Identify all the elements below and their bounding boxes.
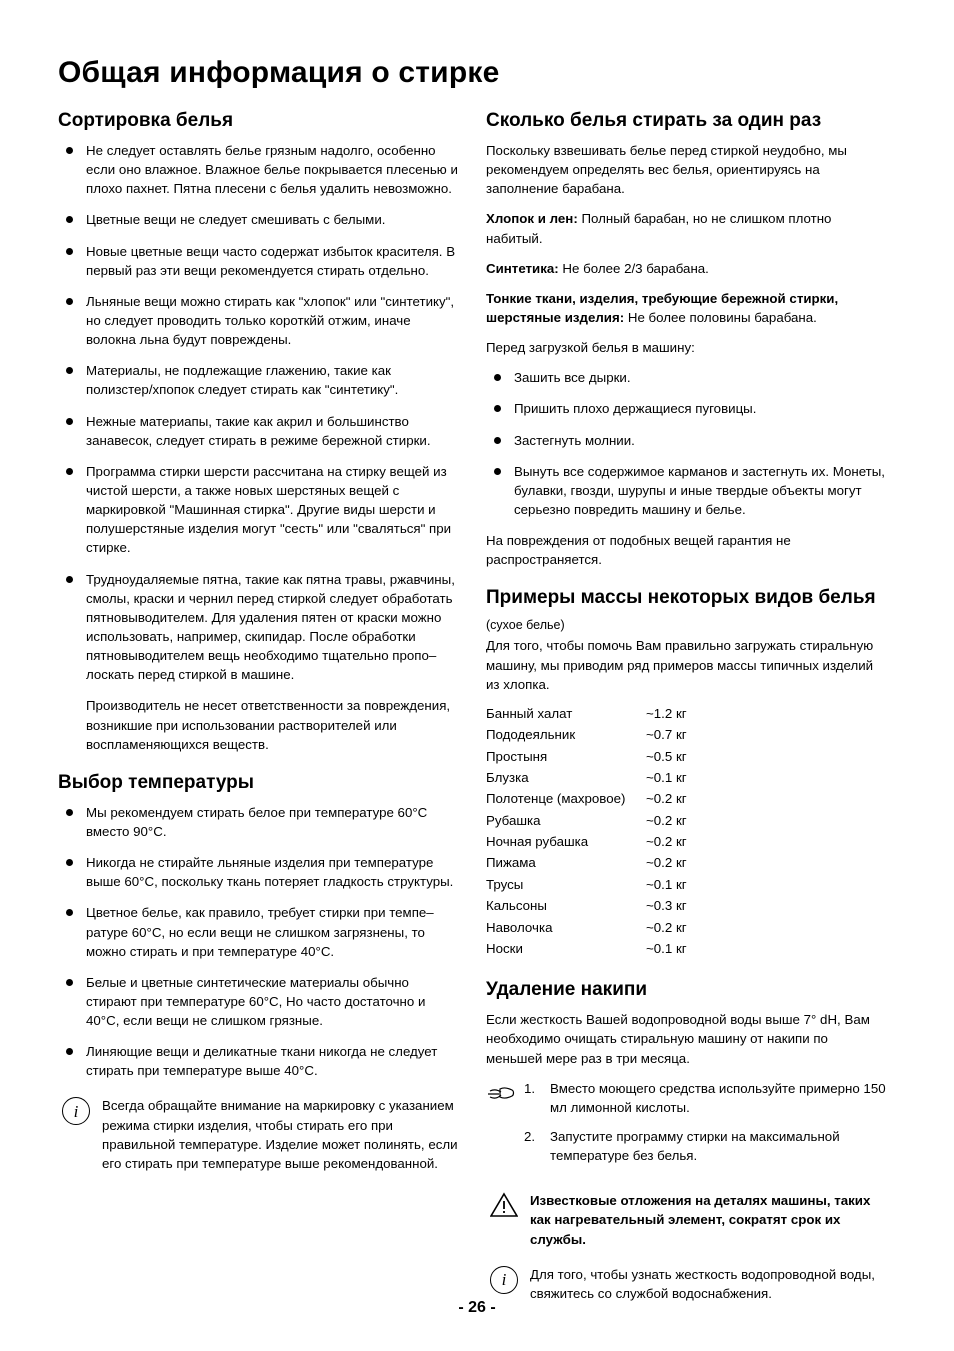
table-row bbox=[486, 919, 886, 940]
mass-examples-table bbox=[486, 705, 886, 962]
list-item: Цветное белье, как правило, требует стирки при темпе–ратуре 60°C, но если вещи не слишком загрязнены, то можно стирать и при температуре 40°C. bbox=[58, 903, 458, 960]
step-text: Вместо моющего средства используйте примерно 150 мл лимонной кислоты. bbox=[550, 1080, 886, 1115]
table-row bbox=[486, 769, 886, 790]
table-row bbox=[486, 726, 886, 747]
sorting-bullet-list bbox=[58, 141, 458, 684]
mass-intro: Для того, чтобы помочь Вам правильно загружать стиральную машину, мы приводим ряд примеров массы типичных изделий из хлопка. bbox=[486, 638, 874, 692]
list-item: Белые и цветные синтетические материалы обычно стирают при температуре 60°C, Но часто достаточно и 40°C, если вещи не слишком грязные. bbox=[58, 973, 458, 1030]
table-cell-item: Рубашка bbox=[486, 812, 541, 828]
list-item: Вынуть все содержимое карманов и застегнуть их. Монеты, булавки, гвозди, шурупы и иные твердые объекты могут серьезно повредить машину и белье. bbox=[486, 462, 886, 519]
table-cell-value: ~0.3 кг bbox=[646, 898, 687, 914]
table-cell-item: Пижама bbox=[486, 855, 536, 871]
section-heading-mass: Примеры массы некоторых видов белья bbox=[486, 587, 876, 609]
list-item: Пришить плохо держащиеся пуговицы. bbox=[486, 399, 886, 418]
list-item: Программа стирки шерсти рассчитана на стирку вещей из чистой шерсти, а также новых шерстяных вещей с маркировкой ʺМашинная стиркаʺ. Другие виды шерсти и полушерстяные изделия могут ʺсестьʺ или ʺсвалятьсяʺ при стирке. bbox=[58, 462, 458, 558]
section-heading-descale: Удаление накипи bbox=[486, 979, 648, 1001]
table-cell-item: Ночная рубашка bbox=[486, 834, 589, 850]
step-number: 2. bbox=[524, 1129, 536, 1145]
table-cell-item: Простыня bbox=[486, 748, 548, 764]
table-cell-value: ~0.2 кг bbox=[646, 834, 687, 850]
descale-warning-note bbox=[486, 1191, 886, 1248]
table-cell-item: Трусы bbox=[486, 876, 524, 892]
load-intro: Поскольку взвешивать белье перед стиркой неудобно, мы рекомендуем определять вес белья, ориентируясь на заполнение барабана. bbox=[486, 143, 847, 197]
table-row bbox=[486, 812, 886, 833]
section-heading-sorting: Сортировка белья bbox=[58, 110, 234, 131]
temperature-bullet-list bbox=[58, 803, 458, 1081]
table-row bbox=[486, 897, 886, 918]
table-cell-item: Пододеяльник bbox=[486, 727, 576, 743]
warning-triangle-icon bbox=[490, 1192, 518, 1218]
table-cell-item: Банный халат bbox=[486, 705, 573, 721]
list-item: Нежные материапы, такие как акрил и большинство занавесок, следует стирать в режиме бережной стирки. bbox=[58, 412, 458, 450]
table-cell-item: Полотенце (махровое) bbox=[486, 791, 626, 807]
list-item bbox=[524, 1079, 886, 1117]
section-heading-load: Сколько белья стирать за один раз bbox=[486, 110, 822, 131]
table-row bbox=[486, 705, 886, 726]
list-item: Застегнуть молнии. bbox=[486, 431, 886, 450]
table-cell-value: ~0.1 кг bbox=[646, 940, 687, 956]
list-item: Новые цветные вещи часто содержат избыток красителя. В первый раз эти вещи рекомендуется стирать отдельно. bbox=[58, 242, 458, 280]
list-item: Линяющие вещи и деликатные ткани никогда не следует стирать при температуре выше 40°C. bbox=[58, 1042, 458, 1080]
descale-steps-list bbox=[524, 1079, 886, 1176]
list-item: Трудноудаляемые пятна, такие как пятна травы, ржавчины, смолы, краски и чернил перед стиркой следует обработать пятновыводителем. Для удаления пятен от краски можно использовать, например, скипидар. После обработки пятновыводителем вещь необходимо тщательно пропо–лоскать перед стиркой в машине. bbox=[58, 570, 458, 685]
two-column-layout bbox=[58, 104, 896, 1303]
table-cell-value: ~0.2 кг bbox=[646, 919, 687, 935]
step-text: Запустите программу стирки на максимальной температуре без белья. bbox=[550, 1129, 840, 1164]
before-load-label: Перед загрузкой белья в машину: bbox=[486, 340, 695, 356]
load-item-synthetics-text: Не более 2/3 барабана. bbox=[558, 260, 709, 276]
list-item: Мы рекомендуем стирать белое при температуре 60°C вместо 90°C. bbox=[58, 803, 458, 841]
table-cell-item: Носки bbox=[486, 940, 523, 956]
list-item: Никогда не стирайте льняные изделия при температуре выше 60°C, поскольку ткань потеряет гладкость структуры. bbox=[58, 853, 458, 891]
list-item: Зашить все дырки. bbox=[486, 368, 886, 387]
left-column bbox=[58, 104, 458, 1303]
load-item-synthetics-label: Синтетика: bbox=[486, 260, 559, 276]
table-cell-item: Наволочка bbox=[486, 919, 553, 935]
step-number: 1. bbox=[524, 1080, 536, 1096]
descale-info-note bbox=[486, 1265, 886, 1303]
section-heading-temperature: Выбор температуры bbox=[58, 771, 254, 793]
descale-intro: Если жесткость Вашей водопроводной воды выше 7° dH, Вам необходимо очищать стиральную машину от накипи по меньшей мере раз в три месяца. bbox=[486, 1012, 870, 1066]
table-cell-value: ~0.5 кг bbox=[646, 748, 687, 764]
table-row bbox=[486, 940, 886, 961]
list-item bbox=[524, 1127, 886, 1165]
load-item-synthetics bbox=[486, 259, 886, 278]
mass-subnote: (сухое белье) bbox=[486, 618, 565, 633]
table-cell-value: ~0.2 кг bbox=[646, 812, 687, 828]
list-item: Не следует оставлять белье грязным надолго, особенно если оно влажное. Влажное белье покрывается плесенью и плохо пахнет. Пятна плесени с белья удалить невозможно. bbox=[58, 141, 458, 198]
page-number: - 26 - bbox=[458, 1299, 496, 1316]
descale-steps-block bbox=[486, 1079, 886, 1176]
table-cell-item: Кальсоны bbox=[486, 898, 547, 914]
load-item-cotton bbox=[486, 209, 886, 247]
sorting-disclaimer: Производитель не несет ответственности за повреждения, возникшие при использовании растворителей или воспламеняющихся веществ. bbox=[86, 698, 451, 752]
load-item-cotton-label: Хлопок и лен: bbox=[486, 211, 578, 227]
table-cell-value: ~0.7 кг bbox=[646, 727, 687, 743]
table-row bbox=[486, 748, 886, 769]
list-item: Льняные вещи можно стирать как ʺхлопокʺ или ʺсинтетикуʺ, но следует проводить только короткйй отжим, иначе волокна льна будут повреждены. bbox=[58, 292, 458, 349]
table-cell-item: Блузка bbox=[486, 769, 529, 785]
list-item: Цветные вещи не следует смешивать с белыми. bbox=[58, 210, 458, 229]
page-title: Общая информация о стирке bbox=[58, 56, 500, 89]
table-cell-value: ~0.1 кг bbox=[646, 769, 687, 785]
info-icon: i bbox=[62, 1097, 90, 1125]
list-item: Материалы, не подлежащие глажению, такие как полизстер/хпопок следует стирать как ʺсинтетикуʺ. bbox=[58, 361, 458, 399]
load-item-cotton-text: Полный барабан, но не слишком плотно набитый. bbox=[486, 211, 832, 246]
table-row bbox=[486, 876, 886, 897]
info-icon: i bbox=[490, 1266, 518, 1294]
table-row bbox=[486, 833, 886, 854]
right-column bbox=[486, 104, 886, 1303]
table-row bbox=[486, 854, 886, 875]
load-item-delicates-text: Не более половины барабана. bbox=[624, 309, 817, 325]
before-load-bullet-list bbox=[486, 368, 886, 519]
temperature-info-note bbox=[58, 1096, 458, 1173]
table-row bbox=[486, 790, 886, 811]
load-item-delicates-label: Тонкие ткани, изделия, требующие бережной стирки, шерстяные изделия: bbox=[486, 290, 839, 325]
pointing-hand-icon bbox=[486, 1081, 516, 1105]
descale-warning-text: Известковые отложения на деталях машины, таких как нагревательный элемент, сократят срок их службы. bbox=[530, 1193, 871, 1247]
table-cell-value: ~0.2 кг bbox=[646, 855, 687, 871]
warranty-note: На повреждения от подобных вещей гарантия не распространяется. bbox=[486, 533, 791, 568]
temperature-info-text: Всегда обращайте внимание на маркировку с указанием режима стирки изделия, чтобы стирать его при правильной температуре. Изделие может полинять, если его стирать при температуре выше рекомендованной. bbox=[102, 1098, 458, 1171]
table-cell-value: ~0.1 кг bbox=[646, 876, 687, 892]
table-cell-value: ~1.2 кг bbox=[646, 705, 687, 721]
table-cell-value: ~0.2 кг bbox=[646, 791, 687, 807]
load-item-delicates bbox=[486, 289, 886, 327]
descale-info-text: Для того, чтобы узнать жесткость водопроводной воды, свяжитесь со службой водоснабжения. bbox=[530, 1266, 875, 1301]
